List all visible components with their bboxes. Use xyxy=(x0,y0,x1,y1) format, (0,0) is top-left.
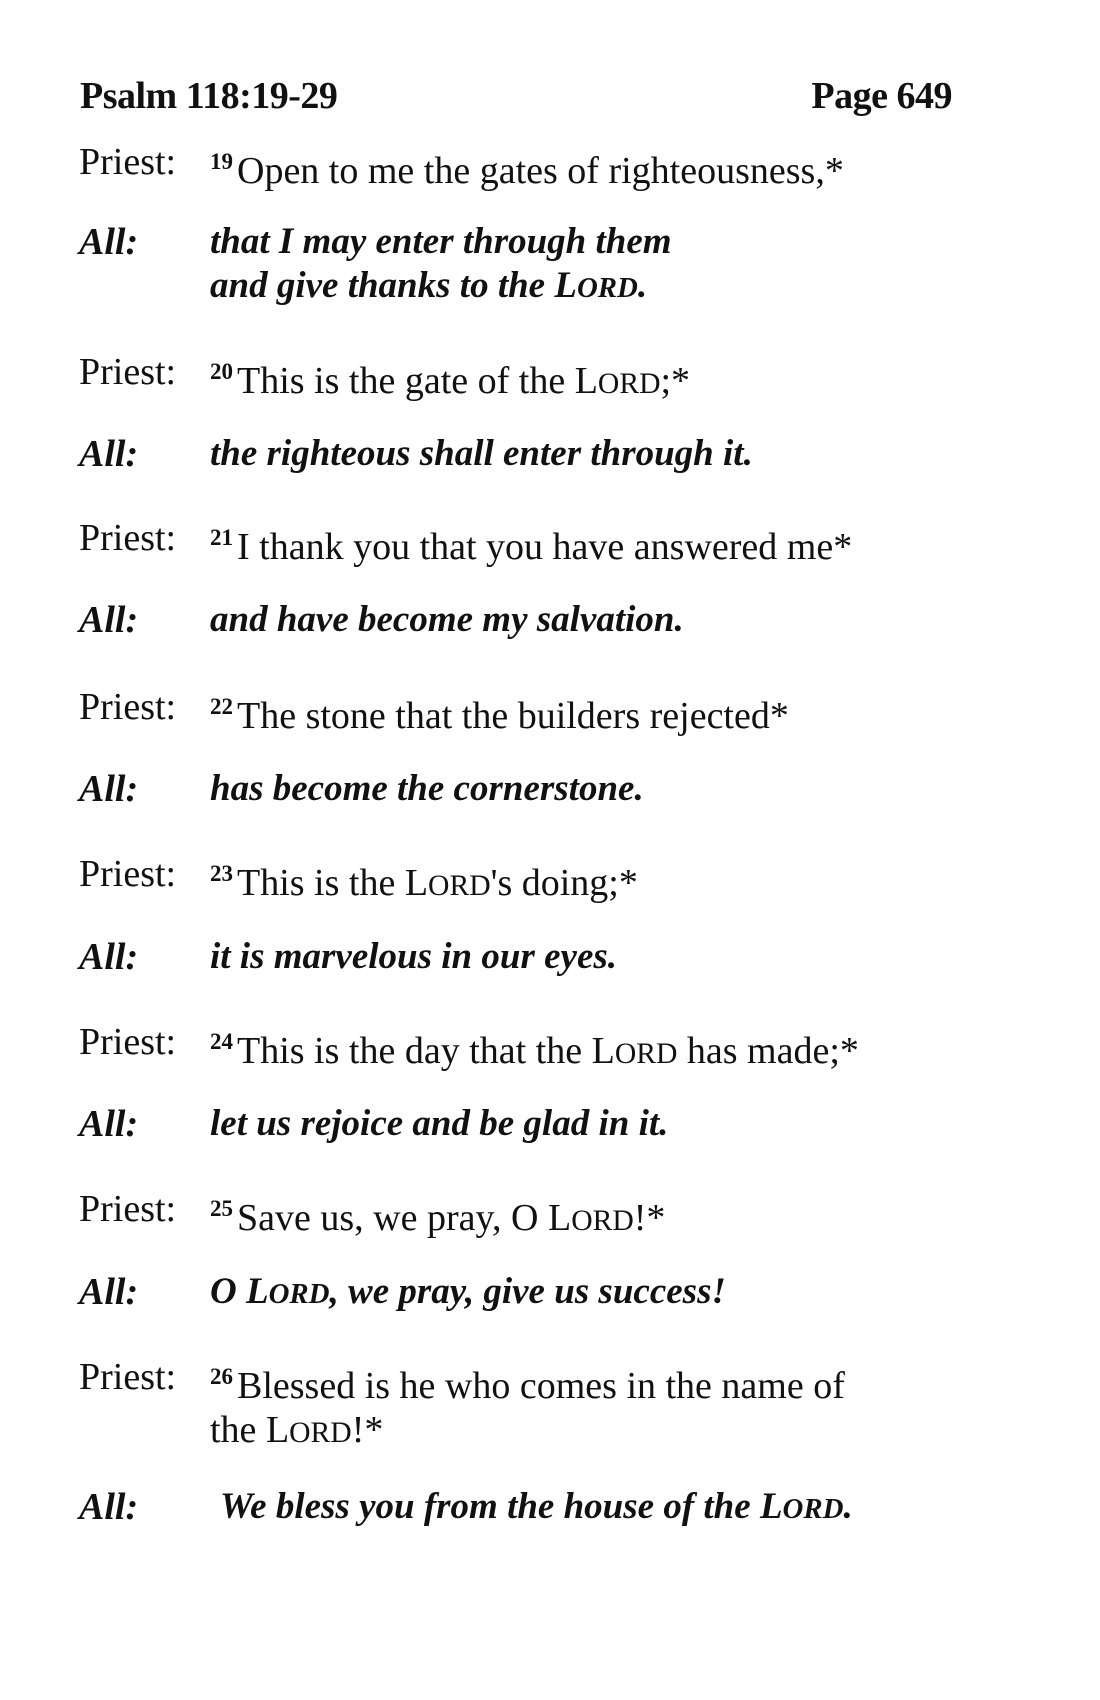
speaker-label: All: xyxy=(79,433,139,475)
line-text xyxy=(210,140,844,193)
text-line: the LORD!* xyxy=(210,1409,384,1451)
line-text xyxy=(210,852,638,908)
line-text xyxy=(210,350,690,406)
text-line: has become the cornerstone. xyxy=(210,768,644,809)
speaker-label: All: xyxy=(79,768,139,810)
text-line: I thank you that you have answered me* xyxy=(237,526,853,568)
speaker-label: All: xyxy=(79,1486,139,1528)
line-text xyxy=(210,685,789,738)
speaker-label: All: xyxy=(79,1103,139,1145)
speaker-label: Priest: xyxy=(79,517,177,559)
speaker-label: Priest: xyxy=(79,686,177,728)
page-number: Page 649 xyxy=(811,75,952,117)
text-line: This is the day that the LORD has made;* xyxy=(237,1030,859,1072)
line-text xyxy=(220,1485,853,1531)
line-text xyxy=(210,1355,845,1455)
verse-number: 25 xyxy=(210,1196,233,1221)
verse-number: 21 xyxy=(210,525,233,550)
line-text xyxy=(210,432,753,476)
text-line: The stone that the builders rejected* xyxy=(237,695,789,737)
line-text xyxy=(210,767,644,811)
verse-number: 22 xyxy=(210,694,233,719)
verse-number: 20 xyxy=(210,359,233,384)
text-line: and give thanks to the LORD. xyxy=(210,265,648,306)
text-line: and have become my salvation. xyxy=(210,599,684,640)
text-line: Blessed is he who comes in the name of xyxy=(237,1365,845,1407)
speaker-label: Priest: xyxy=(79,351,177,393)
verse-number: 24 xyxy=(210,1029,233,1054)
speaker-label: All: xyxy=(79,1271,139,1313)
speaker-label: Priest: xyxy=(79,1356,177,1398)
line-text xyxy=(210,220,672,310)
speaker-label: Priest: xyxy=(79,853,177,895)
line-text xyxy=(210,516,852,569)
verse-number: 19 xyxy=(210,149,233,174)
line-text xyxy=(210,1270,726,1316)
text-line: let us rejoice and be glad in it. xyxy=(210,1103,669,1144)
psalm-title: Psalm 118:19-29 xyxy=(80,75,338,117)
speaker-label: All: xyxy=(79,221,139,263)
line-text xyxy=(210,935,617,979)
text-line: O LORD, we pray, give us success! xyxy=(210,1271,726,1312)
speaker-label: All: xyxy=(79,599,139,641)
line-text xyxy=(210,1102,668,1146)
line-text xyxy=(210,1187,665,1243)
speaker-label: All: xyxy=(79,936,139,978)
line-text xyxy=(210,1020,859,1076)
line-text xyxy=(210,598,684,642)
speaker-label: Priest: xyxy=(79,1021,177,1063)
text-line: This is the LORD's doing;* xyxy=(237,862,638,904)
text-line: that I may enter through them xyxy=(210,221,672,262)
speaker-label: Priest: xyxy=(79,1188,177,1230)
text-line: This is the gate of the LORD;* xyxy=(237,360,691,402)
text-line: it is marvelous in our eyes. xyxy=(210,936,618,977)
verse-number: 23 xyxy=(210,861,233,886)
text-line: Save us, we pray, O LORD!* xyxy=(237,1197,666,1239)
page-header xyxy=(80,74,952,124)
verse-number: 26 xyxy=(210,1364,233,1389)
text-line: We bless you from the house of the LORD. xyxy=(220,1486,853,1527)
text-line: Open to me the gates of righteousness,* xyxy=(237,150,844,192)
speaker-label: Priest: xyxy=(79,141,177,183)
text-line: the righteous shall enter through it. xyxy=(210,433,753,474)
